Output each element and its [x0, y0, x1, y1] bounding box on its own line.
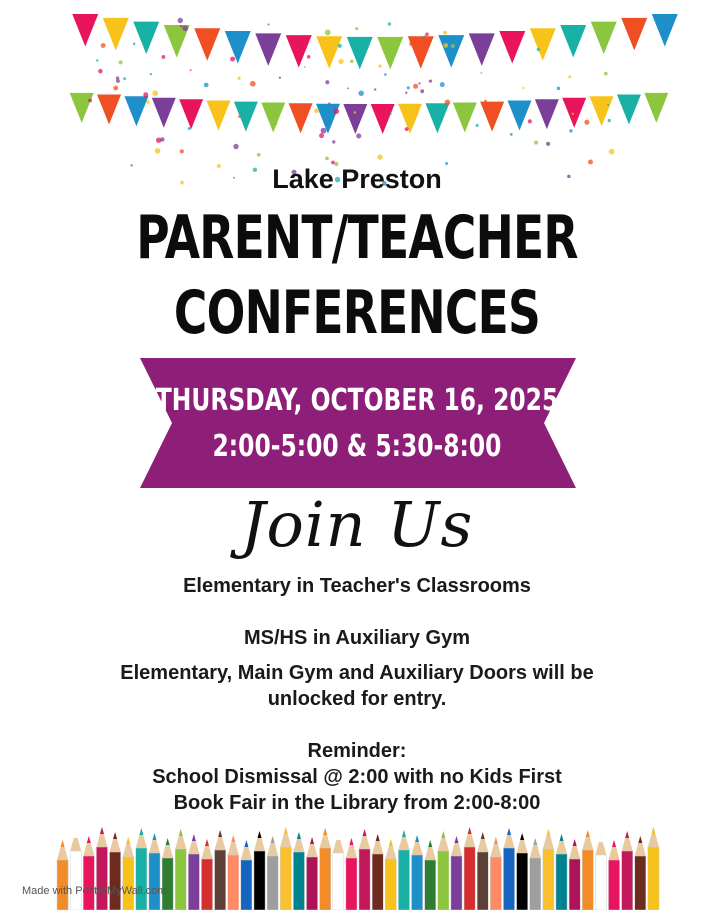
confetti-dot	[569, 129, 572, 132]
confetti-dot	[604, 72, 608, 76]
bunting-flag	[234, 102, 258, 132]
confetti-dot	[219, 104, 223, 108]
confetti-dot	[354, 111, 356, 113]
confetti-dot	[572, 113, 574, 115]
bunting-flag	[438, 35, 464, 67]
colored-pencil	[346, 838, 357, 910]
confetti-dot	[96, 59, 98, 61]
confetti-dot	[325, 156, 329, 160]
colored-pencil	[136, 828, 147, 910]
confetti-dot	[407, 86, 410, 89]
elementary-location: Elementary in Teacher's Classrooms	[183, 575, 531, 597]
confetti-dot	[405, 127, 409, 131]
school-name: Lake Preston	[272, 164, 442, 194]
colored-pencil	[477, 832, 488, 910]
confetti-dot	[425, 32, 429, 36]
colored-pencil	[320, 828, 331, 910]
bunting-flag	[652, 14, 678, 47]
bunting-flag	[97, 95, 121, 125]
colored-pencil	[582, 830, 593, 910]
title-line-1: PARENT/TEACHER	[136, 203, 578, 273]
bunting-flag	[103, 18, 129, 51]
colored-pencil	[385, 839, 396, 910]
colored-pencil	[398, 830, 409, 910]
colored-pencil	[267, 836, 278, 910]
confetti-dot	[480, 72, 482, 74]
colored-pencil	[530, 838, 541, 910]
confetti-dot	[377, 154, 382, 159]
colored-pencil	[70, 831, 81, 910]
confetti-dot	[429, 80, 432, 83]
bunting-flag	[617, 95, 641, 125]
confetti-dot	[378, 64, 381, 67]
bunting-flag	[499, 31, 525, 64]
confetti-dot	[88, 98, 92, 102]
confetti-dot	[230, 57, 235, 62]
confetti-dot	[325, 30, 331, 36]
confetti-dot	[182, 25, 188, 31]
colored-pencil	[503, 828, 514, 910]
colored-pencil	[175, 829, 186, 910]
confetti-dot	[257, 153, 261, 157]
confetti-dot	[484, 100, 487, 103]
bunting-flag	[480, 102, 504, 132]
confetti-dot	[188, 127, 191, 130]
confetti-dot	[384, 73, 387, 76]
colored-pencil	[543, 829, 554, 910]
bunting-flag	[621, 18, 647, 51]
confetti-dot	[356, 133, 361, 138]
colored-pencil	[425, 840, 436, 910]
bunting-flag	[377, 37, 403, 70]
bunting-flag	[560, 25, 586, 58]
credit-watermark: Made with PosterMyWall.com	[22, 885, 167, 897]
confetti-dot	[113, 86, 118, 91]
confetti-dot	[608, 119, 611, 122]
colored-pencil	[556, 834, 567, 910]
confetti-dot	[325, 80, 329, 84]
bunting-flag	[562, 98, 586, 128]
confetti-dot	[423, 35, 425, 37]
confetti-dot	[374, 88, 376, 90]
colored-pencil	[648, 827, 659, 910]
confetti-dot	[133, 42, 136, 45]
colored-pencil	[110, 832, 121, 910]
confetti-dot	[150, 73, 152, 75]
bunting-flag	[316, 36, 342, 69]
bunting-flag	[255, 33, 281, 65]
conference-date: THURSDAY, OCTOBER 16, 2025	[155, 383, 559, 418]
confetti-dot	[510, 133, 513, 136]
confetti-dot	[568, 75, 571, 78]
bunting-flag	[425, 103, 449, 133]
confetti-dot	[440, 82, 445, 87]
conference-times: 2:00-5:00 & 5:30-8:00	[212, 429, 502, 464]
bunting-flag	[261, 103, 285, 133]
bunting-flag	[343, 104, 367, 134]
colored-pencil	[569, 839, 580, 910]
colored-pencil	[228, 835, 239, 910]
colored-pencil	[412, 835, 423, 910]
colored-pencil	[608, 840, 619, 910]
confetti-dot	[190, 69, 192, 71]
confetti-dot	[557, 87, 561, 91]
confetti-dot	[328, 110, 330, 112]
confetti-dot	[445, 99, 451, 105]
colored-pencil	[622, 831, 633, 910]
confetti-dot	[162, 55, 166, 59]
colored-pencil	[306, 837, 317, 910]
confetti-dot	[279, 77, 281, 79]
confetti-dot	[584, 120, 589, 125]
colored-pencil	[162, 838, 173, 910]
confetti-dot	[388, 22, 391, 25]
confetti-dot	[409, 41, 414, 46]
colored-pencil	[280, 827, 291, 910]
confetti-dot	[347, 87, 349, 89]
confetti-dot	[405, 92, 407, 94]
doors-line-2: unlocked for entry.	[267, 688, 447, 710]
bunting-flag	[316, 104, 340, 134]
colored-pencil	[490, 837, 501, 910]
colored-pencil	[215, 830, 226, 910]
colored-pencil	[149, 833, 160, 910]
confetti-dot	[534, 141, 538, 145]
bunting-flag	[289, 103, 313, 133]
mshs-location: MS/HS in Auxiliary Gym	[244, 627, 470, 649]
bunting-flag	[371, 104, 395, 134]
colored-pencil	[635, 836, 646, 910]
colored-pencil	[438, 831, 449, 910]
colored-pencil	[201, 839, 212, 910]
confetti-dot	[143, 92, 148, 97]
bunting-flag	[644, 93, 668, 123]
confetti-dot	[267, 23, 269, 25]
confetti-dot	[196, 105, 199, 108]
reminder-line-2: Book Fair in the Library from 2:00-8:00	[173, 792, 541, 814]
bunting-flag	[508, 100, 532, 130]
bunting-flag	[124, 96, 148, 126]
confetti-dot	[321, 128, 327, 134]
colored-pencil	[83, 836, 94, 910]
bunting-flag	[535, 99, 559, 129]
confetti-dot	[304, 66, 306, 68]
confetti-dot	[101, 43, 106, 48]
bunting-flag	[286, 35, 312, 67]
bunting-flag	[207, 100, 231, 130]
confetti-dot	[237, 77, 240, 80]
bunting-flag	[408, 36, 434, 69]
colored-pencil	[188, 834, 199, 910]
confetti-dot	[609, 149, 615, 155]
bunting-flag	[347, 37, 373, 70]
confetti-dot	[160, 137, 164, 141]
confetti-dot	[607, 104, 609, 106]
colored-pencil	[241, 840, 252, 910]
confetti-dot	[443, 31, 447, 35]
bunting-flag	[194, 28, 220, 61]
bunting-flag	[179, 99, 203, 129]
confetti-dot	[250, 81, 256, 87]
colored-pencil	[123, 837, 134, 910]
colored-pencil	[57, 840, 68, 910]
confetti-dot	[123, 77, 126, 80]
bunting-flag	[72, 14, 98, 47]
confetti-dot	[334, 109, 340, 115]
confetti-dot	[418, 82, 420, 84]
colored-pencil	[333, 833, 344, 910]
confetti-dot	[546, 142, 550, 146]
confetti-dot	[522, 87, 524, 89]
confetti-dot	[152, 90, 158, 96]
confetti-dot	[516, 41, 519, 44]
colored-pencil	[372, 834, 383, 910]
colored-pencil	[359, 829, 370, 910]
colored-pencil	[517, 833, 528, 910]
doors-line-1: Elementary, Main Gym and Auxiliary Doors will be	[120, 662, 594, 684]
bunting-flag	[398, 104, 422, 134]
confetti-dot	[528, 119, 532, 123]
reminder-label: Reminder:	[307, 740, 407, 762]
confetti-dot	[204, 83, 209, 88]
bunting-flag	[453, 103, 477, 133]
confetti-dot	[319, 133, 324, 138]
confetti-dot	[338, 44, 342, 48]
confetti-dot	[537, 48, 540, 51]
confetti-dot	[178, 18, 183, 23]
bunting-flag	[530, 28, 556, 61]
confetti-dot	[116, 76, 119, 79]
confetti-dot	[328, 102, 330, 104]
confetti-dot	[332, 140, 335, 143]
bunting-flag	[152, 98, 176, 128]
title-line-2: CONFERENCES	[173, 278, 541, 348]
bunting-flag	[591, 22, 617, 55]
colored-pencil	[293, 832, 304, 910]
confetti-dot	[443, 43, 448, 48]
join-us-heading: Join Us	[240, 488, 474, 561]
confetti-dot	[350, 60, 354, 64]
confetti-dot	[355, 27, 358, 30]
ribbon-shape	[140, 358, 576, 488]
bunting-flag	[469, 33, 495, 65]
colored-pencil	[595, 835, 606, 910]
confetti-dot	[180, 149, 184, 153]
confetti-dot	[233, 144, 238, 149]
confetti-dot	[119, 60, 123, 64]
bunting-flag	[225, 31, 251, 64]
confetti-dot	[146, 100, 150, 104]
confetti-dot	[238, 115, 241, 118]
confetti-dot	[180, 25, 182, 27]
confetti-dot	[476, 124, 479, 127]
confetti-dot	[413, 84, 418, 89]
colored-pencil	[451, 836, 462, 910]
confetti-dot	[98, 69, 102, 73]
confetti-dot	[420, 89, 424, 93]
colored-pencil	[464, 827, 475, 910]
bunting-flag	[70, 93, 94, 123]
bunting-flag	[133, 22, 159, 55]
confetti-dot	[338, 59, 343, 64]
date-ribbon	[140, 358, 576, 488]
confetti-dot	[314, 108, 319, 113]
confetti-dot	[155, 148, 161, 154]
colored-pencil	[96, 827, 107, 910]
confetti-dot	[275, 123, 277, 125]
confetti-dot	[307, 55, 311, 59]
reminder-line-1: School Dismissal @ 2:00 with no Kids First	[152, 766, 562, 788]
confetti-dot	[389, 112, 391, 114]
colored-pencil	[254, 831, 265, 910]
confetti-dot	[358, 90, 364, 96]
confetti-dot	[451, 44, 455, 48]
